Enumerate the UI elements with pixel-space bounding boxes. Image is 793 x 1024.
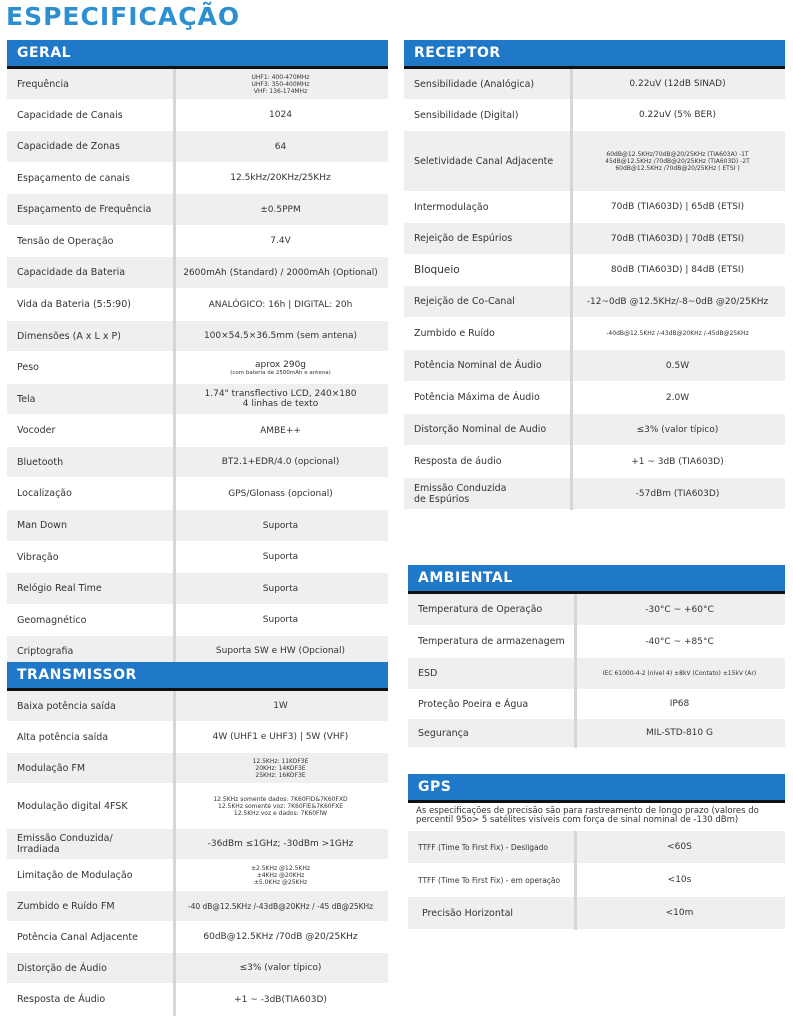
- geral-row-label: Espaçamento de Frequência: [17, 204, 152, 215]
- geral-row-value: [173, 521, 388, 531]
- transmissor-row-value-text: -36dBm ≤1GHz; -30dBm >1GHz: [207, 839, 354, 849]
- transmissor-row-value-text: ≤3% (valor típico): [239, 963, 322, 973]
- receptor-row: [404, 131, 785, 192]
- transmissor-row-label: Distorção de Áudio: [17, 962, 107, 974]
- gps-header: GPS: [408, 774, 785, 803]
- geral-row: [7, 321, 388, 352]
- geral-row-value-text: 12.5kHz/20KHz/25KHz: [230, 173, 331, 183]
- transmissor-row-value: [173, 932, 388, 942]
- geral-row: [7, 100, 388, 131]
- receptor-row: [404, 255, 785, 286]
- receptor-row-value: [570, 202, 785, 212]
- geral-row-value-text: BT2.1+EDR/4.0 (opcional): [221, 457, 340, 467]
- geral-row-value: [173, 268, 388, 278]
- geral-row-value: [173, 300, 388, 310]
- gps-table: [408, 831, 785, 930]
- gps-section: [408, 774, 785, 930]
- ambiental-row-value: [574, 670, 785, 677]
- receptor-row: [404, 100, 785, 131]
- geral-row-value-text: UHF1: 400-470MHz UHF3: 350-400MHz VHF: 136-174MHz: [251, 73, 310, 95]
- geral-row-value-text: GPS/Glonass (opcional): [228, 488, 333, 499]
- transmissor-row-value: [173, 902, 388, 911]
- geral-row-value: [173, 360, 388, 376]
- receptor-row: [404, 318, 785, 350]
- geral-row-value-text: Suporta: [262, 583, 299, 594]
- geral-row-label: Criptografia: [17, 645, 74, 657]
- receptor-row: [404, 446, 785, 478]
- transmissor-row-label: Modulação digital 4FSK: [17, 800, 128, 812]
- receptor-row: [404, 192, 785, 223]
- ambiental-row-value-text: IEC 61000-4-2 (nível 4) ±8kV (Contato) ±15kV (Ar): [602, 670, 757, 677]
- ambiental-row-label: Proteção Poeira e Água: [418, 698, 529, 710]
- geral-row-value-text: ANALÓGICO: 16h | DIGITAL: 20h: [208, 299, 353, 310]
- receptor-row-value-text: ≤3% (valor típico): [636, 424, 719, 435]
- transmissor-row: [7, 984, 388, 1016]
- transmissor-row-label: Zumbido e Ruído FM: [17, 900, 115, 912]
- geral-row: [7, 510, 388, 542]
- geral-row-label: Tela: [17, 393, 36, 405]
- receptor-row-value: [570, 393, 785, 403]
- receptor-row-label: Bloqueio: [414, 263, 460, 276]
- geral-row-value-text: Suporta: [262, 615, 299, 625]
- geral-row-value: [173, 584, 388, 594]
- ambiental-row-value-text: -40°C ~ +85°C: [645, 636, 714, 647]
- receptor-row-value: [570, 330, 785, 337]
- geral-column-divider: [173, 69, 176, 667]
- transmissor-row-value-text: 4W (UHF1 e UHF3) | 5W (VHF): [212, 732, 349, 742]
- geral-row-value-text: 1024: [269, 110, 292, 120]
- geral-section: [7, 40, 388, 667]
- ambiental-section: [408, 565, 785, 748]
- ambiental-row-value-text: MIL-STD-810 G: [646, 728, 713, 738]
- receptor-row-label: Sensibilidade (Analógica): [414, 78, 535, 90]
- transmissor-row-label: Baixa potência saída: [17, 700, 116, 712]
- receptor-row-label: Resposta de áudio: [414, 456, 502, 467]
- geral-row-value-text: Suporta: [262, 552, 299, 562]
- receptor-section: [404, 40, 785, 510]
- gps-row-value-text: <10s: [667, 875, 692, 885]
- geral-row-label: Bluetooth: [17, 456, 64, 468]
- geral-row-label: Capacidade de Canais: [17, 109, 123, 121]
- transmissor-row: [7, 753, 388, 784]
- transmissor-row-value-text: -40 dB@12.5KHz /-43dB@20KHz / -45 dB@25KHz: [187, 901, 374, 911]
- ambiental-row-value: [574, 637, 785, 647]
- receptor-row-value: [570, 79, 785, 89]
- transmissor-row-value-text: 1W: [273, 701, 288, 711]
- geral-row: [7, 415, 388, 447]
- geral-row-value-note: (com bateria de 2500mAh e antena): [230, 369, 331, 376]
- receptor-row: [404, 223, 785, 255]
- gps-row-label: TTFF (Time To First Fix) - Desligado: [418, 842, 549, 852]
- geral-row: [7, 226, 388, 257]
- ambiental-row-value: [574, 605, 785, 615]
- gps-row-value: [574, 842, 785, 852]
- receptor-row-label: Intermodulação: [414, 201, 489, 213]
- receptor-column-divider: [570, 69, 573, 510]
- gps-column-divider: [574, 831, 577, 930]
- geral-row: [7, 542, 388, 573]
- receptor-row-value-text: 60dB@12.5KHz/70dB@20/25KHz (TIA603A) -1T 45dB@12.5KHz /70dB@20/25KHz (TIA603D) -2T 60dB@12.5KHz /70dB@20/25KHz ( ETSI ): [605, 150, 750, 172]
- geral-row: [7, 605, 388, 636]
- geral-row-value: [173, 646, 388, 656]
- ambiental-row: [408, 719, 785, 748]
- geral-row-value: [173, 173, 388, 183]
- gps-row: [408, 831, 785, 864]
- transmissor-row-label: Potência Canal Adjacente: [17, 931, 138, 943]
- transmissor-section: [7, 662, 388, 1016]
- geral-row-value: [173, 426, 388, 436]
- receptor-row-value-text: +1 ~ 3dB (TIA603D): [631, 456, 724, 467]
- ambiental-row-label: ESD: [418, 668, 438, 679]
- geral-row-label: Vibração: [17, 551, 59, 563]
- receptor-row-value-text: -12~0dB @12.5KHz/-8~0dB @20/25KHz: [586, 296, 769, 307]
- geral-row-value: [173, 142, 388, 152]
- receptor-row-value: [570, 151, 785, 172]
- transmissor-table: [7, 691, 388, 1016]
- transmissor-row-label: Alta potência saída: [17, 731, 109, 743]
- receptor-row-label: Seletividade Canal Adjacente: [414, 155, 554, 167]
- ambiental-row-label: Segurança: [418, 727, 469, 739]
- receptor-row-value: [570, 361, 785, 371]
- receptor-row-label: Potência Nominal de Áudio: [414, 360, 542, 371]
- geral-row-label: Man Down: [17, 520, 67, 531]
- geral-row-label: Localização: [17, 488, 72, 499]
- geral-row-label: Vocoder: [17, 425, 56, 436]
- receptor-row-value-text: 2.0W: [665, 392, 690, 403]
- transmissor-row: [7, 691, 388, 722]
- receptor-row-value-text: -40dB@12.5KHz /-43dB@20KHz /-45dB@25KHz: [606, 330, 749, 337]
- ambiental-row: [408, 594, 785, 626]
- receptor-row: [404, 382, 785, 414]
- geral-row: [7, 384, 388, 415]
- ambiental-row-value-text: IP68: [669, 699, 690, 709]
- transmissor-row: [7, 829, 388, 860]
- transmissor-row: [7, 784, 388, 829]
- receptor-row-value: [570, 489, 785, 499]
- geral-row-label: Capacidade de Zonas: [17, 141, 120, 152]
- geral-row-value: [173, 552, 388, 562]
- transmissor-row-value: [173, 758, 388, 779]
- geral-row: [7, 163, 388, 194]
- geral-row: [7, 352, 388, 384]
- geral-row: [7, 257, 388, 289]
- receptor-row-value-text: 70dB (TIA603D) | 70dB (ETSI): [610, 233, 745, 244]
- gps-row-value-text: <60S: [667, 842, 692, 852]
- receptor-row-label: Rejeição de Co-Canal: [414, 296, 515, 307]
- receptor-row: [404, 414, 785, 446]
- ambiental-row-value: [574, 699, 785, 709]
- receptor-row: [404, 286, 785, 318]
- receptor-row-value-text: 0.5W: [665, 360, 690, 371]
- receptor-row: [404, 478, 785, 510]
- transmissor-row: [7, 722, 388, 753]
- receptor-row-value: [570, 110, 785, 120]
- gps-row: [408, 897, 785, 930]
- transmissor-row: [7, 860, 388, 891]
- receptor-row-label: Potência Máxima de Áudio: [414, 392, 540, 403]
- transmissor-row-label: Limitação de Modulação: [17, 869, 133, 881]
- geral-row-label: Espaçamento de canais: [17, 172, 130, 184]
- geral-row-label: Geomagnético: [17, 614, 87, 626]
- ambiental-row: [408, 626, 785, 658]
- geral-row-label: Frequência: [17, 78, 69, 90]
- geral-row: [7, 478, 388, 510]
- gps-row-value-text: <10m: [665, 908, 694, 918]
- geral-row-value: [173, 110, 388, 120]
- geral-row-label: Vida da Bateria (5:5:90): [17, 299, 131, 310]
- geral-row-value: [173, 389, 388, 409]
- receptor-row-value: [570, 425, 785, 435]
- geral-row-value-text: Suporta: [262, 520, 299, 531]
- transmissor-row-value: [173, 865, 388, 886]
- geral-row: [7, 69, 388, 100]
- geral-row-value-text: Suporta SW e HW (Opcional): [215, 646, 346, 656]
- receptor-row: [404, 69, 785, 100]
- geral-row-label: Tensão de Operação: [17, 235, 114, 247]
- receptor-row-value-text: 80dB (TIA603D) | 84dB (ETSI): [610, 265, 745, 275]
- ambiental-row-value: [574, 728, 785, 738]
- gps-row: [408, 864, 785, 897]
- transmissor-row: [7, 891, 388, 922]
- ambiental-row: [408, 658, 785, 690]
- receptor-row-label: Sensibilidade (Digital): [414, 109, 519, 121]
- receptor-row-label: Emissão Conduzida de Espúrios: [414, 482, 507, 505]
- transmissor-row-label: Resposta de Áudio: [17, 994, 106, 1005]
- geral-row-value: [173, 331, 388, 341]
- transmissor-header: TRANSMISSOR: [7, 662, 388, 691]
- gps-note: As especificações de precisão são para rastreamento de longo prazo (valores do percentil 95o> 5 satélites visíveis com força de sinal nominal de -130 dBm): [416, 806, 759, 825]
- geral-row-label: Relógio Real Time: [17, 583, 102, 594]
- geral-row-value: [173, 489, 388, 499]
- geral-row-label: Capacidade da Bateria: [17, 267, 126, 278]
- ambiental-table: [408, 594, 785, 748]
- gps-row-label: Precisão Horizontal: [422, 907, 514, 919]
- transmissor-row-value-text: ±2.5KHz @12.5KHz ±4KHz @20KHz ±5.0KHz @25KHz: [250, 864, 311, 886]
- geral-row-value: [173, 457, 388, 467]
- transmissor-row-value: [173, 995, 388, 1005]
- receptor-row-label: Zumbido e Ruído: [414, 328, 495, 339]
- receptor-row-value-text: 0.22uV (12dB SINAD): [629, 79, 726, 89]
- gps-row-label: TTFF (Time To First Fix) - em operação: [418, 875, 561, 885]
- transmissor-row-label: Emissão Conduzida/ Irradiada: [17, 833, 113, 855]
- geral-row-value: [173, 236, 388, 246]
- geral-row-value-text: 7.4V: [270, 236, 291, 246]
- geral-row: [7, 194, 388, 226]
- transmissor-row-value: [173, 732, 388, 742]
- page-title: ESPECIFICAÇÃO: [6, 2, 241, 31]
- transmissor-row-value-text: 12.5KHz: 11KOF3E 20KHz: 14KOF3E 25KHz: 16KOF3E: [252, 757, 309, 779]
- ambiental-header: AMBIENTAL: [408, 565, 785, 594]
- geral-row: [7, 131, 388, 163]
- ambiental-row: [408, 690, 785, 719]
- geral-row-value: [173, 205, 388, 215]
- receptor-row: [404, 350, 785, 382]
- transmissor-row: [7, 953, 388, 984]
- receptor-row-value: [570, 457, 785, 467]
- transmissor-row-value-text: 60dB@12.5KHz /70dB @20/25KHz: [203, 932, 358, 942]
- gps-row-value: [574, 875, 785, 885]
- ambiental-row-value-text: -30°C ~ +60°C: [645, 604, 714, 615]
- ambiental-row-label: Temperatura de armazenagem: [418, 636, 565, 647]
- receptor-row-label: Rejeição de Espúrios: [414, 233, 513, 244]
- transmissor-row-value: [173, 839, 388, 849]
- receptor-row-value-text: 0.22uV (5% BER): [638, 110, 717, 120]
- transmissor-row-value-text: +1 ~ -3dB(TIA603D): [234, 994, 327, 1005]
- ambiental-row-label: Temperatura de Operação: [418, 604, 543, 615]
- geral-row-value-text: 64: [274, 141, 287, 152]
- geral-row-label: Peso: [17, 362, 39, 373]
- geral-table: [7, 69, 388, 667]
- transmissor-column-divider: [173, 691, 176, 1016]
- geral-row-value-text: 1.74" transflectivo LCD, 240×180 4 linhas de texto: [204, 389, 357, 409]
- geral-row-value-text: AMBE++: [260, 425, 301, 436]
- transmissor-row-value: [173, 796, 388, 817]
- transmissor-row: [7, 922, 388, 953]
- receptor-row-value: [570, 297, 785, 307]
- ambiental-column-divider: [574, 594, 577, 748]
- geral-row: [7, 573, 388, 605]
- receptor-row-value: [570, 234, 785, 244]
- receptor-row-label: Distorção Nominal de Audio: [414, 424, 547, 435]
- geral-header: GERAL: [7, 40, 388, 69]
- transmissor-row-label: Modulação FM: [17, 762, 86, 774]
- receptor-row-value-text: 70dB (TIA603D) | 65dB (ETSI): [610, 202, 745, 212]
- geral-row-value-text: 2600mAh (Standard) / 2000mAh (Optional): [183, 267, 378, 278]
- receptor-header: RECEPTOR: [404, 40, 785, 69]
- geral-row-value-text: aprox 290g: [254, 359, 307, 370]
- receptor-table: [404, 69, 785, 510]
- geral-row-value-text: 100×54.5×36.5mm (sem antena): [203, 331, 358, 341]
- transmissor-row-value: [173, 963, 388, 973]
- geral-row-label: Dimensões (A x L x P): [17, 330, 121, 342]
- transmissor-row-value: [173, 701, 388, 711]
- geral-row-value: [173, 74, 388, 95]
- receptor-row-value: [570, 265, 785, 275]
- receptor-row-value-text: -57dBm (TIA603D): [635, 488, 720, 499]
- geral-row-value: [173, 615, 388, 625]
- geral-row-value-text: ±0.5PPM: [260, 204, 301, 215]
- gps-row-value: [574, 908, 785, 918]
- geral-row: [7, 289, 388, 321]
- transmissor-row-value-text: 12.5KHz somente dados: 7K60FlD&7K60FXD 12.5KHz somente voz: 7K60FlE&7K60FXE 12.5KHz voz e dados: 7K60FlW: [213, 795, 348, 817]
- geral-row: [7, 447, 388, 478]
